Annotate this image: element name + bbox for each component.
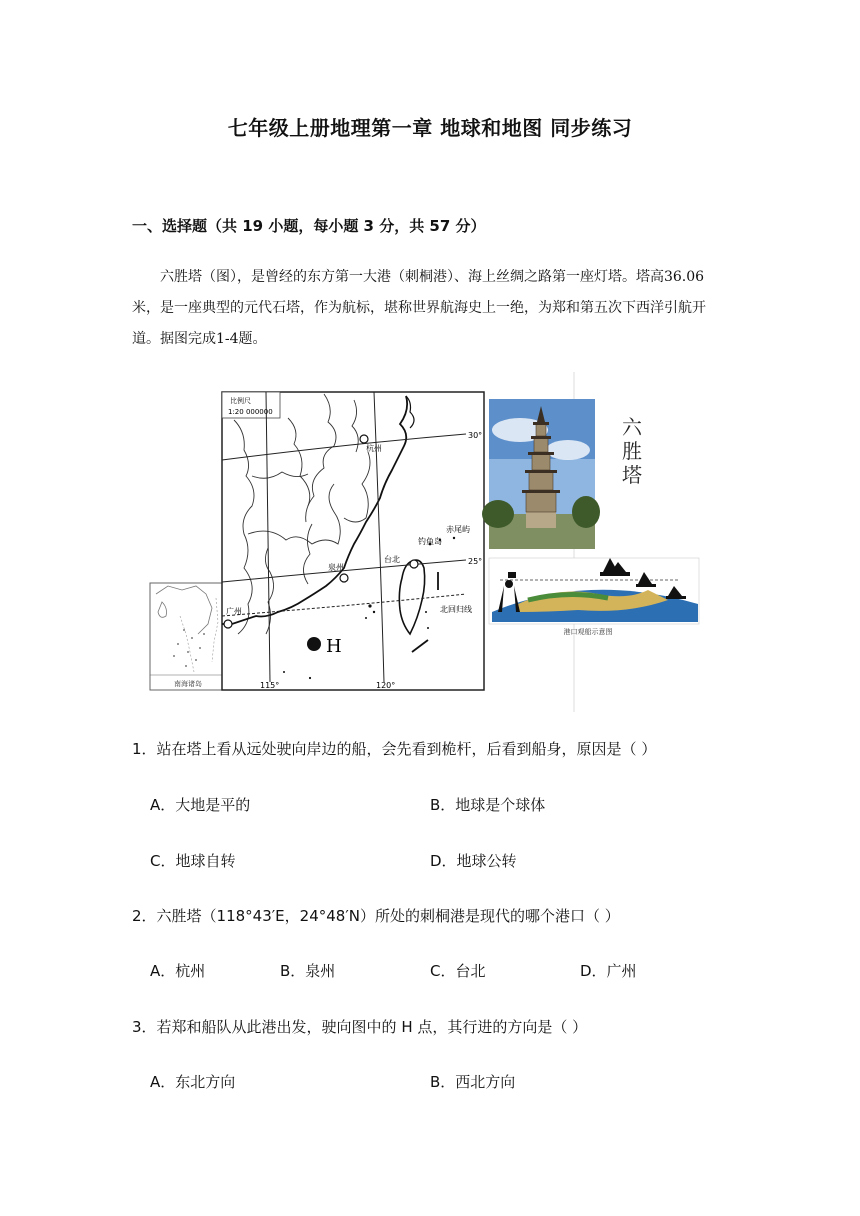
- diaoyu-label: 钓鱼岛: [418, 537, 442, 546]
- south-china-sea-inset: [150, 583, 222, 690]
- tower-caption-1: 六: [622, 415, 642, 439]
- scale-value: 1:20 000000: [228, 408, 273, 416]
- longitude-115-label: 115°: [260, 681, 280, 690]
- question-1-option-d[interactable]: D．地球公转: [430, 852, 517, 870]
- question-1-option-b[interactable]: B．地球是个球体: [430, 796, 546, 814]
- question-2-option-b[interactable]: B．泉州: [280, 962, 336, 980]
- hangzhou-marker: [360, 435, 368, 443]
- hangzhou-label: 杭州: [366, 444, 382, 453]
- liusheng-tower-photo: [482, 399, 600, 549]
- scale-label: 比例尺: [230, 397, 251, 405]
- passage-text: 六胜塔（图），是曾经的东方第一大港（刺桐港）、海上丝绸之路第一座灯塔。塔高36.06米，是一座典型的元代石塔，作为航标，堪称世界航海史上一绝，为郑和第五次下西洋引航开道。据图完成1-4题。: [132, 269, 706, 347]
- section-heading: 一、选择题（共 19 小题，每小题 3 分，共 57 分）: [132, 217, 486, 235]
- guangzhou-label: 广州: [226, 607, 242, 616]
- main-map: [222, 392, 484, 690]
- taibei-label: 台北: [384, 555, 400, 564]
- question-3-option-a[interactable]: A．东北方向: [150, 1073, 236, 1091]
- question-2-option-c[interactable]: C．台北: [430, 962, 486, 980]
- tropic-label: 北回归线: [440, 605, 472, 614]
- point-h-label: H: [326, 636, 342, 657]
- page-title: 七年级上册地理第一章 地球和地图 同步练习: [227, 116, 633, 140]
- taibei-marker: [410, 560, 418, 568]
- latitude-25-label: 25°: [468, 557, 483, 566]
- inset-label: 南海诸岛: [174, 680, 202, 688]
- question-2-option-d[interactable]: D．广州: [580, 962, 637, 980]
- harbor-ship-sketch: [489, 558, 699, 636]
- map-figure: [148, 372, 708, 712]
- longitude-120-label: 120°: [376, 681, 396, 690]
- chiwei-label: 赤尾屿: [446, 525, 470, 534]
- reading-passage: [132, 262, 722, 355]
- question-1-option-c[interactable]: C．地球自转: [150, 852, 236, 870]
- quanzhou-label: 泉州: [328, 563, 344, 572]
- question-3-stem: 3．若郑和船队从此港出发，驶向图中的 H 点，其行进的方向是（ ）: [132, 1018, 588, 1036]
- tower-caption-2: 胜: [622, 439, 642, 463]
- latitude-30-label: 30°: [468, 431, 483, 440]
- question-3-option-b[interactable]: B．西北方向: [430, 1073, 516, 1091]
- question-1-option-a[interactable]: A．大地是平的: [150, 796, 251, 814]
- point-h-marker: [307, 637, 321, 651]
- harbor-caption: 港口观船示意图: [563, 628, 613, 636]
- quanzhou-marker: [340, 574, 348, 582]
- question-2-stem: 2．六胜塔（118°43′E，24°48′N）所处的刺桐港是现代的哪个港口（ ）: [132, 907, 620, 925]
- guangzhou-marker: [224, 620, 232, 628]
- question-1-stem: 1．站在塔上看从远处驶向岸边的船，会先看到桅杆，后看到船身，原因是（ ）: [132, 740, 657, 758]
- tower-caption-3: 塔: [622, 463, 642, 487]
- question-2-option-a[interactable]: A．杭州: [150, 962, 206, 980]
